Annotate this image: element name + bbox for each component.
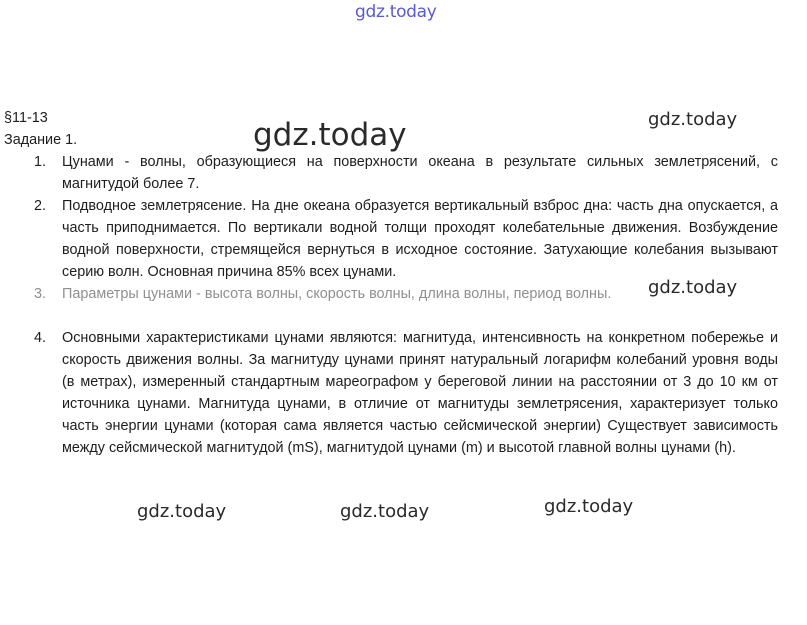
answer-list (4, 151, 778, 459)
list-item-number: 1. (34, 154, 47, 170)
list-item (4, 151, 778, 195)
list-item-number: 3. (34, 286, 47, 302)
watermark-top: gdz.today (355, 2, 437, 22)
list-item-number: 4. (34, 330, 47, 346)
watermark-bottom-left: gdz.today (137, 501, 227, 522)
watermark-large: gdz.today (253, 117, 407, 153)
document-body (4, 107, 778, 459)
list-item (4, 283, 778, 305)
list-item-text: Основными характеристиками цунами являются: магнитуда, интенсивность на конкретном побережье и скорость движения волны. За магнитуду цунами принят натуральный логарифм колебаний уровня воды (в метрах), измеренный стандартным мареографом у береговой линии на расстоянии от 3 до 10 км от источника цунами. Магнитуда цунами, в отличие от магнитуды землетрясения, характеризует только часть энергии цунами (которая сама является частью сейсмической энергии) Существует зависимость между сейсмической магнитудой (mS), магнитудой цунами (m) и высотой главной волны цунами (h). (62, 330, 778, 456)
watermark-bottom-right: gdz.today (544, 496, 634, 517)
watermark-bottom-center: gdz.today (340, 501, 430, 522)
list-item (4, 195, 778, 283)
list-item (4, 327, 778, 459)
section-heading: §11-13 (4, 110, 48, 126)
list-item-text: Цунами - волны, образующиеся на поверхности океана в результате сильных землетрясений, с магнитудой более 7. (62, 154, 778, 192)
list-item-text: Параметры цунами - высота волны, скорость волны, длина волны, период волны. (62, 286, 612, 302)
list-item-number: 2. (34, 198, 47, 214)
list-item-text: Подводное землетрясение. На дне океана образуется вертикальный взброс дна: часть дна опускается, а часть приподнимается. По вертикали водной толщи проходят колебательные движения. Возбуждение водной поверхности, стремящейся вернуться в исходное состояние. Затухающие колебания вызывают серию волн. Основная причина 85% всех цунами. (62, 198, 778, 280)
watermark-right-upper: gdz.today (648, 109, 738, 130)
task-heading: Задание 1. (4, 132, 78, 148)
watermark-right-lower: gdz.today (648, 277, 738, 298)
